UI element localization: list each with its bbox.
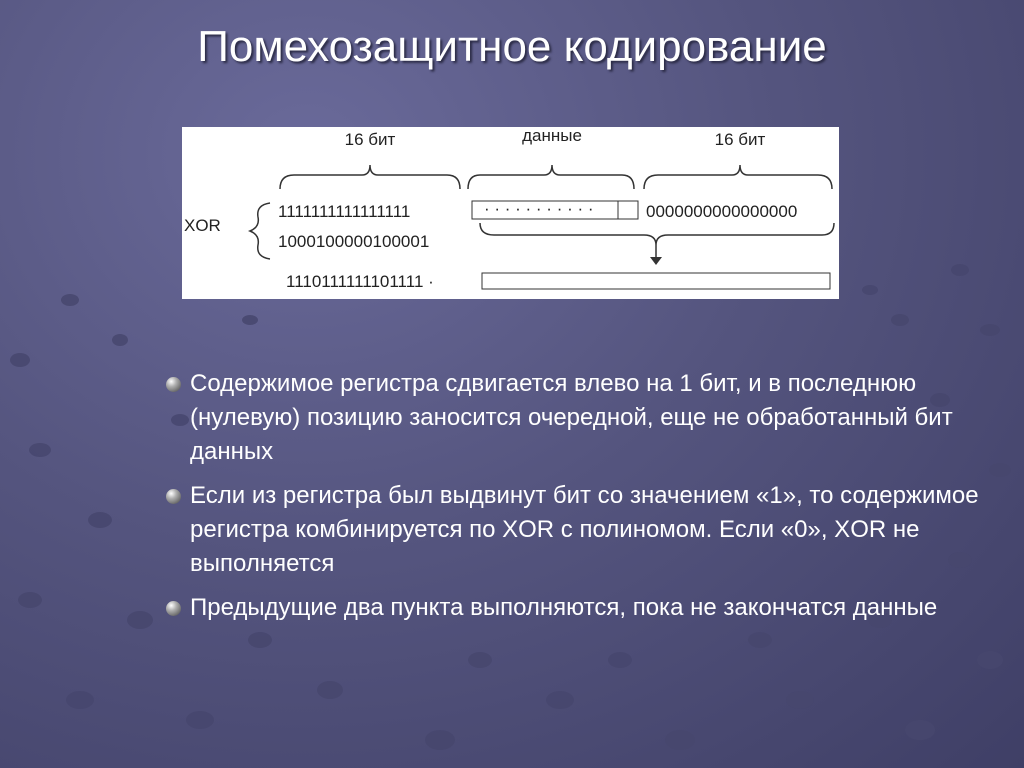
merge-brace	[480, 223, 834, 259]
crc-diagram-graphic	[182, 127, 839, 299]
label-right-16bit: 16 бит	[714, 130, 766, 149]
slide-title: Помехозащитное кодирование	[197, 22, 827, 71]
bullet-item	[166, 591, 986, 625]
bullet-list	[166, 367, 986, 635]
bullet-sphere-icon	[166, 601, 181, 616]
bullet-item	[166, 479, 986, 581]
top-braces	[280, 165, 832, 189]
crc-diagram	[182, 127, 839, 299]
zero-bits: 0000000000000000	[646, 202, 798, 221]
register-bits: 1111111111111111	[278, 202, 411, 221]
result-bits: 1110111111101111 ·	[286, 272, 434, 291]
result-box	[482, 273, 830, 289]
bullet-item	[166, 367, 986, 469]
xor-label: XOR	[184, 216, 221, 235]
data-dots: · · · · · · · · · · ·	[484, 199, 594, 218]
bullet-text: Предыдущие два пункта выполняются, пока не закончатся данные	[190, 594, 938, 621]
polynomial-bits: 1000100000100001	[278, 232, 430, 251]
label-data: данные	[522, 127, 582, 145]
down-arrow	[650, 257, 662, 265]
bullet-text: Содержимое регистра сдвигается влево на 1 бит, и в последнюю (нулевую) позицию заносится очередной, еще не обработанный бит данных	[190, 370, 953, 465]
bullet-sphere-icon	[166, 377, 181, 392]
xor-brace	[250, 203, 270, 259]
bullet-sphere-icon	[166, 489, 181, 504]
label-left-16bit: 16 бит	[344, 130, 396, 149]
bullet-text: Если из регистра был выдвинут бит со значением «1», то содержимое регистра комбинируется по XOR с полиномом. Если «0», XOR не выполняется	[190, 482, 979, 577]
